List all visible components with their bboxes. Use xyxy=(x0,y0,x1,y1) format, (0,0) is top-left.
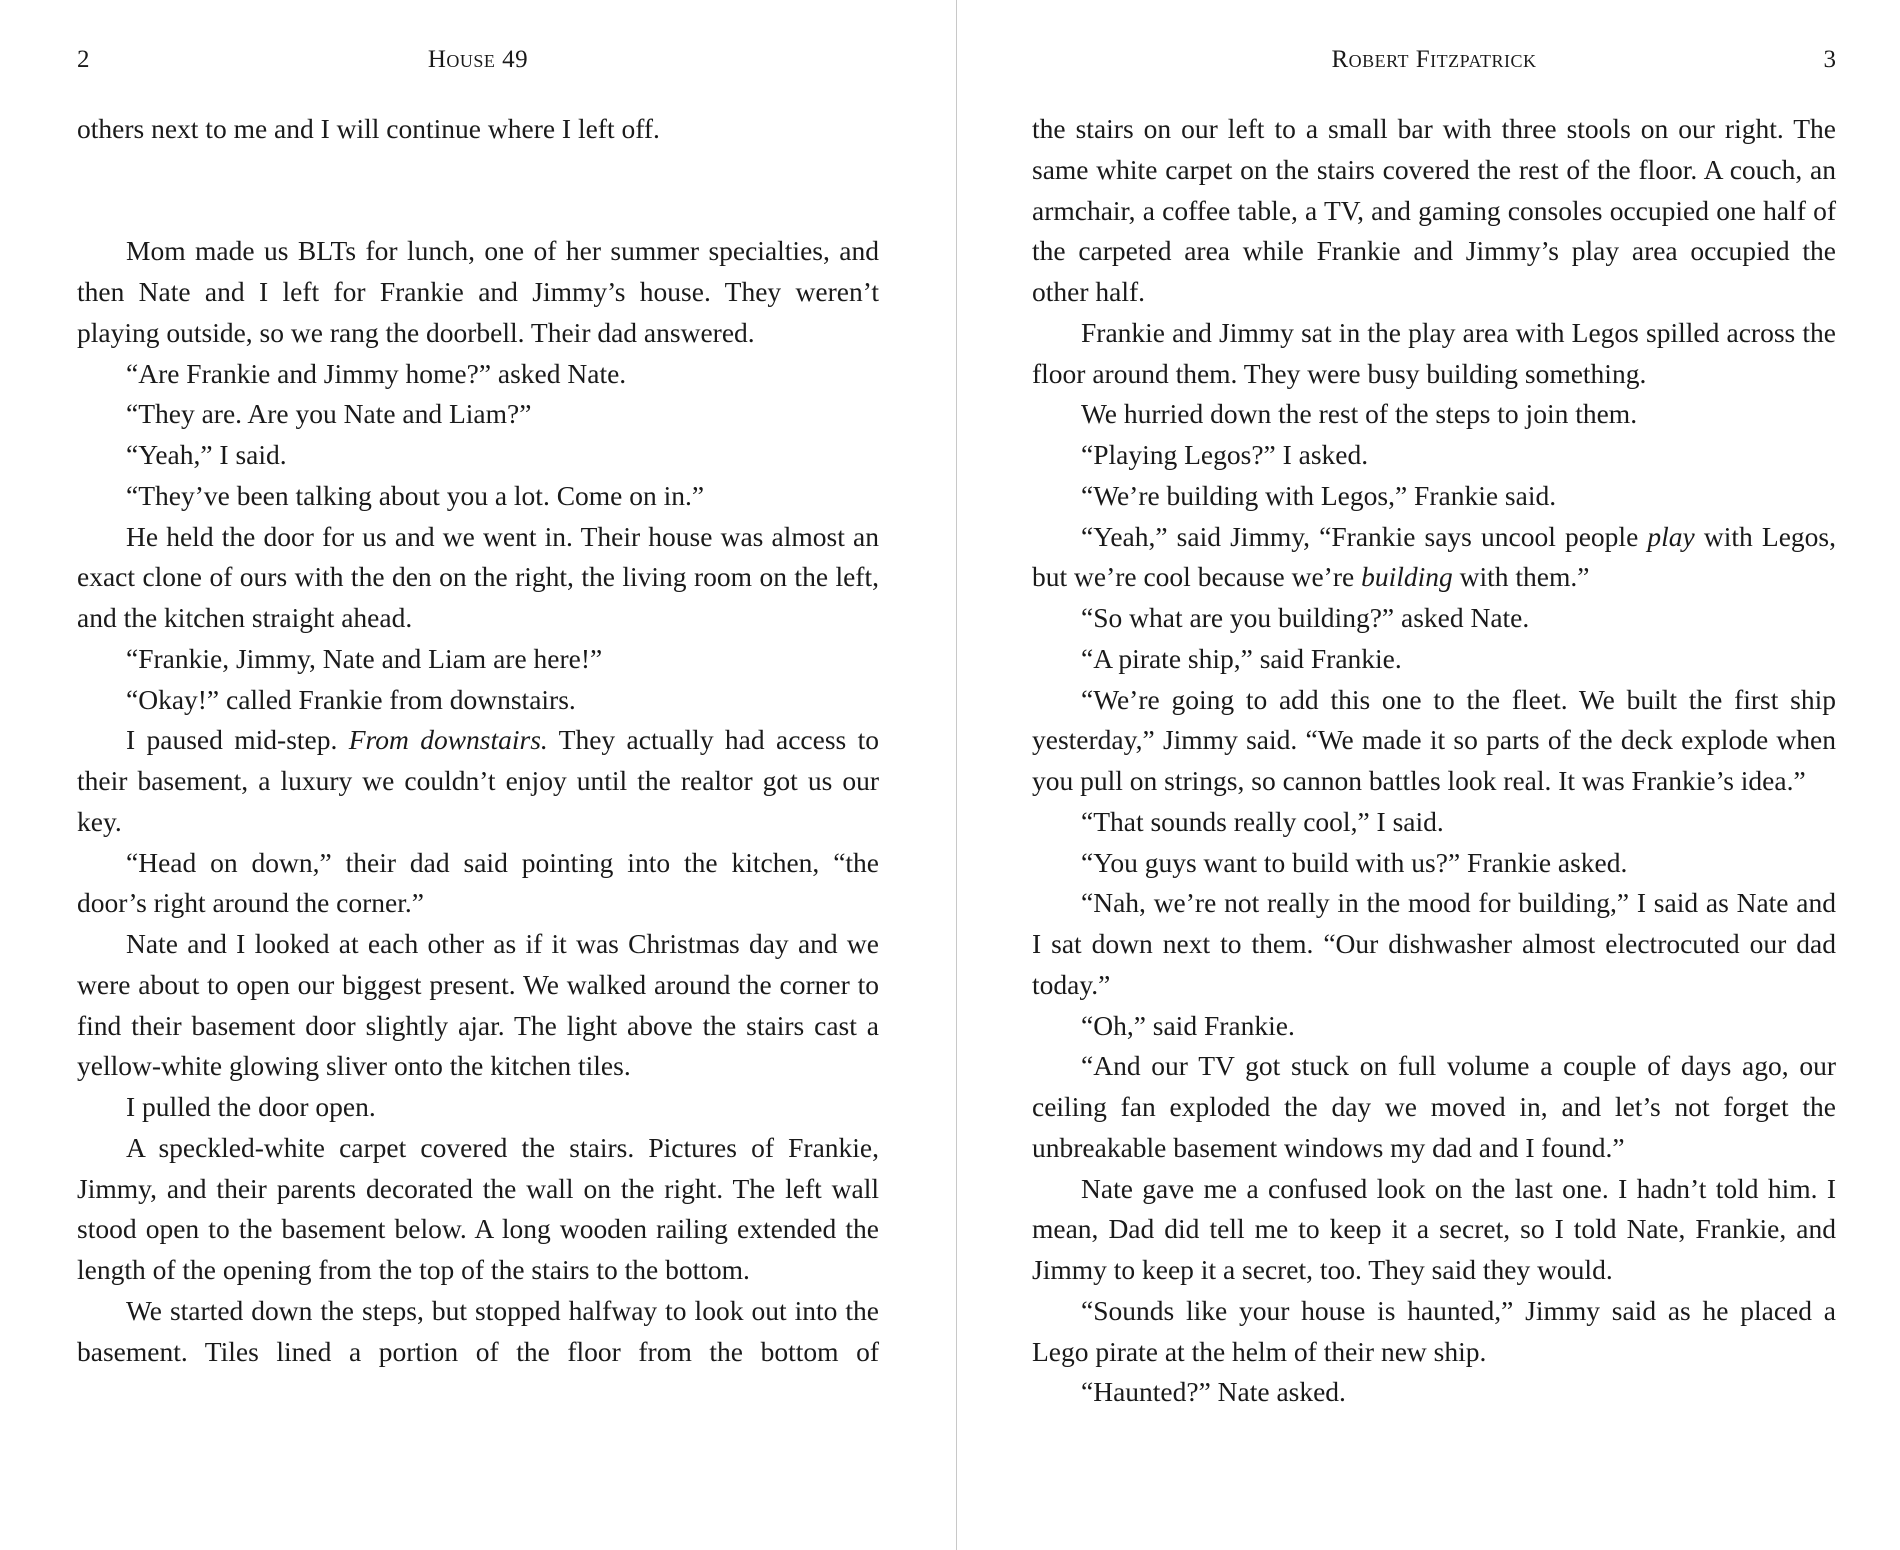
paragraph: He held the door for us and we went in. Their house was almost an exact clone of ours with the den on the right, the living room on the left, and the kitchen straight ahead. xyxy=(77,520,879,633)
paragraph: “They are. Are you Nate and Liam?” xyxy=(126,398,532,430)
italic-emphasis: play xyxy=(1647,520,1695,552)
left-running-head: House 49 xyxy=(427,46,529,73)
section-break xyxy=(77,150,879,232)
paragraph: “We’re going to add this one to the fleet. We built the first ship yesterday,” Jimmy said. “We made it so parts of the deck explode when you pull on strings, so cannon battles look real. It was Frankie’s idea.” xyxy=(1032,683,1836,796)
paragraph: We hurried down the rest of the steps to join them. xyxy=(1081,398,1638,430)
page-gutter-divider xyxy=(956,0,957,1550)
paragraph: Frankie and Jimmy sat in the play area with Legos spilled across the floor around them. They were busy building something. xyxy=(1032,316,1836,389)
paragraph: “Okay!” called Frankie from downstairs. xyxy=(126,683,576,715)
paragraph: the stairs on our left to a small bar with three stools on our right. The same white carpet on the stairs covered the rest of the floor. A couch, an armchair, a coffee table, a TV, and gaming consoles occupied one half of the carpeted area while Frankie and Jimmy’s play area occupied the other half. xyxy=(1032,113,1836,307)
paragraph: A speckled-white carpet covered the stairs. Pictures of Frankie, Jimmy, and their parents decorated the wall on the right. The left wall stood open to the basement below. A long wooden railing extended the length of the opening from the top of the stairs to the bottom. xyxy=(77,1131,879,1285)
right-page-number: 3 xyxy=(1823,46,1836,73)
paragraph: I pulled the door open. xyxy=(126,1091,376,1122)
paragraph-text: “Yeah,” said Jimmy, “Frankie says uncool people xyxy=(1081,520,1648,552)
paragraph: “Are Frankie and Jimmy home?” asked Nate. xyxy=(126,357,627,389)
paragraph: Nate and I looked at each other as if it was Christmas day and we were about to open our biggest present. We walked around the corner to find their basement door slightly ajar. The light above the stairs cast a yellow-white glowing sliver onto the kitchen tiles. xyxy=(77,928,879,1082)
paragraph: “Yeah,” I said. xyxy=(126,439,287,470)
right-page xyxy=(1032,0,1836,1550)
paragraph: “So what are you building?” asked Nate. xyxy=(1081,602,1530,633)
left-page xyxy=(77,0,879,1550)
right-running-head: Robert Fitzpatrick xyxy=(1331,46,1537,73)
paragraph-text: with Legos, but we’re cool because we’re xyxy=(1032,520,1836,593)
italic-emphasis: building xyxy=(1361,561,1453,593)
paragraph: “Haunted?” Nate asked. xyxy=(1081,1376,1346,1408)
paragraph: “That sounds really cool,” I said. xyxy=(1081,805,1444,837)
left-page-body xyxy=(77,109,879,1372)
right-page-header xyxy=(1032,42,1836,78)
italic-emphasis: From downstairs. xyxy=(348,724,548,756)
right-page-body xyxy=(1032,109,1836,1413)
paragraph-text: with them.” xyxy=(1452,561,1590,593)
left-page-number: 2 xyxy=(77,46,90,73)
paragraph: “Sounds like your house is haunted,” Jimmy said as he placed a Lego pirate at the helm of their new ship. xyxy=(1032,1294,1836,1367)
paragraph: “We’re building with Legos,” Frankie said. xyxy=(1081,479,1557,511)
paragraph: “And our TV got stuck on full volume a couple of days ago, our ceiling fan exploded the day we moved in, and let’s not forget the unbreakable basement windows my dad and I found.” xyxy=(1032,1050,1836,1163)
paragraph: “Frankie, Jimmy, Nate and Liam are here!” xyxy=(126,642,603,674)
paragraph xyxy=(1032,517,1836,599)
paragraph: We started down the steps, but stopped halfway to look out into the basement. Tiles lined a portion of the floor from the bottom of xyxy=(77,1294,879,1367)
paragraph: Mom made us BLTs for lunch, one of her summer specialties, and then Nate and I left for Frankie and Jimmy’s house. They weren’t playing outside, so we rang the doorbell. Their dad answered. xyxy=(77,235,879,348)
paragraph: others next to me and I will continue where I left off. xyxy=(77,113,660,144)
paragraph: “They’ve been talking about you a lot. Come on in.” xyxy=(126,479,705,511)
paragraph: “A pirate ship,” said Frankie. xyxy=(1081,642,1402,674)
paragraph: Nate gave me a confused look on the last one. I hadn’t told him. I mean, Dad did tell me to keep it a secret, so I told Nate, Frankie, and Jimmy to keep it a secret, too. They said they would. xyxy=(1032,1172,1836,1285)
paragraph: “Nah, we’re not really in the mood for building,” I said as Nate and I sat down next to them. “Our dishwasher almost electrocuted our dad today.” xyxy=(1032,887,1836,1000)
paragraph: “Oh,” said Frankie. xyxy=(1081,1009,1295,1041)
paragraph: “Head on down,” their dad said pointing into the kitchen, “the door’s right around the corner.” xyxy=(77,846,879,919)
paragraph xyxy=(77,720,879,842)
paragraph-text: They actually had access to their basement, a luxury we couldn’t enjoy until the realtor got us our key. xyxy=(77,724,879,837)
paragraph-text: I paused mid-step. xyxy=(126,724,349,756)
left-page-header xyxy=(77,42,879,78)
paragraph: “Playing Legos?” I asked. xyxy=(1081,439,1369,470)
paragraph: “You guys want to build with us?” Frankie asked. xyxy=(1081,846,1628,878)
